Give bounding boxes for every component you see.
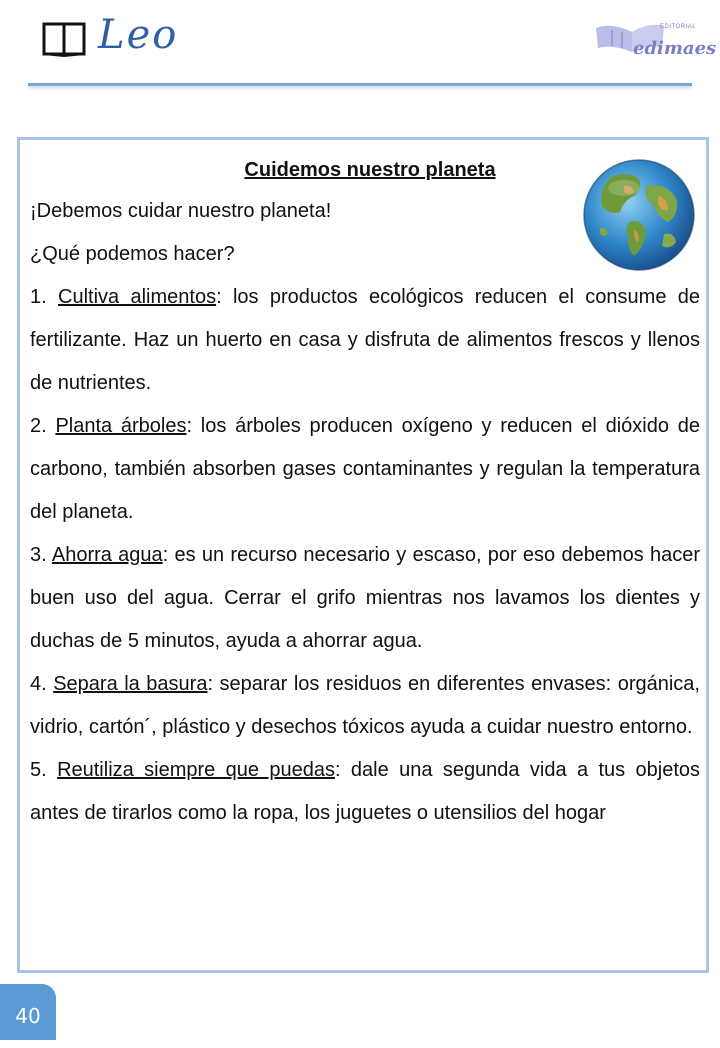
- open-book-icon: [42, 20, 86, 58]
- list-item: [30, 534, 700, 663]
- item-text: : los productos ecológicos reducen el consume de fertilizante. Haz un huerto en casa y disfruta de alimentos frescos y llenos de nutrientes.: [30, 286, 701, 394]
- header-divider: [28, 83, 692, 86]
- section-title: Leo: [98, 12, 179, 58]
- intro-line: ¡Debemos cuidar nuestro planeta!: [30, 200, 332, 222]
- reading-box: [17, 137, 709, 973]
- list-item: [30, 663, 700, 749]
- item-number: 4.: [30, 673, 47, 695]
- item-text: : los árboles producen oxígeno y reducen el dióxido de carbono, también absorben gases contaminantes y regulan la temperatura del planeta.: [30, 415, 700, 523]
- list-item: [30, 276, 700, 405]
- page-number: 40: [0, 984, 56, 1040]
- item-number: 1.: [30, 286, 47, 308]
- item-term: Planta árboles: [55, 415, 187, 437]
- item-text: : separar los residuos en diferentes envases: orgánica, vidrio, cartón´, plástico y desechos tóxicos ayuda a cuidar nuestro entorno.: [30, 673, 700, 738]
- item-number: 3.: [30, 544, 47, 566]
- reading-text: [30, 150, 700, 835]
- item-number: 5.: [30, 759, 47, 781]
- item-number: 2.: [30, 415, 47, 437]
- brand-name: edimaes: [633, 38, 717, 59]
- item-term: Separa la basura: [53, 673, 208, 695]
- page-header: [0, 0, 720, 100]
- item-text: : dale una segunda vida a tus objetos antes de tirarlos como la ropa, los juguetes o utensilios del hogar: [30, 759, 700, 824]
- item-term: Ahorra agua: [51, 544, 163, 566]
- document-title: Cuidemos nuestro planeta: [244, 159, 496, 181]
- list-item: [30, 405, 700, 534]
- brand-small-label: EDITORIAL: [660, 24, 697, 30]
- item-text: : es un recurso necesario y escaso, por eso debemos hacer buen uso del agua. Cerrar el grifo mientras nos lavamos los dientes y duchas de 5 minutos, ayuda a ahorrar agua.: [30, 544, 701, 652]
- list-item: [30, 749, 700, 835]
- item-term: Reutiliza siempre que puedas: [57, 759, 335, 781]
- item-term: Cultiva alimentos: [58, 286, 217, 308]
- intro-question: ¿Qué podemos hacer?: [30, 243, 235, 265]
